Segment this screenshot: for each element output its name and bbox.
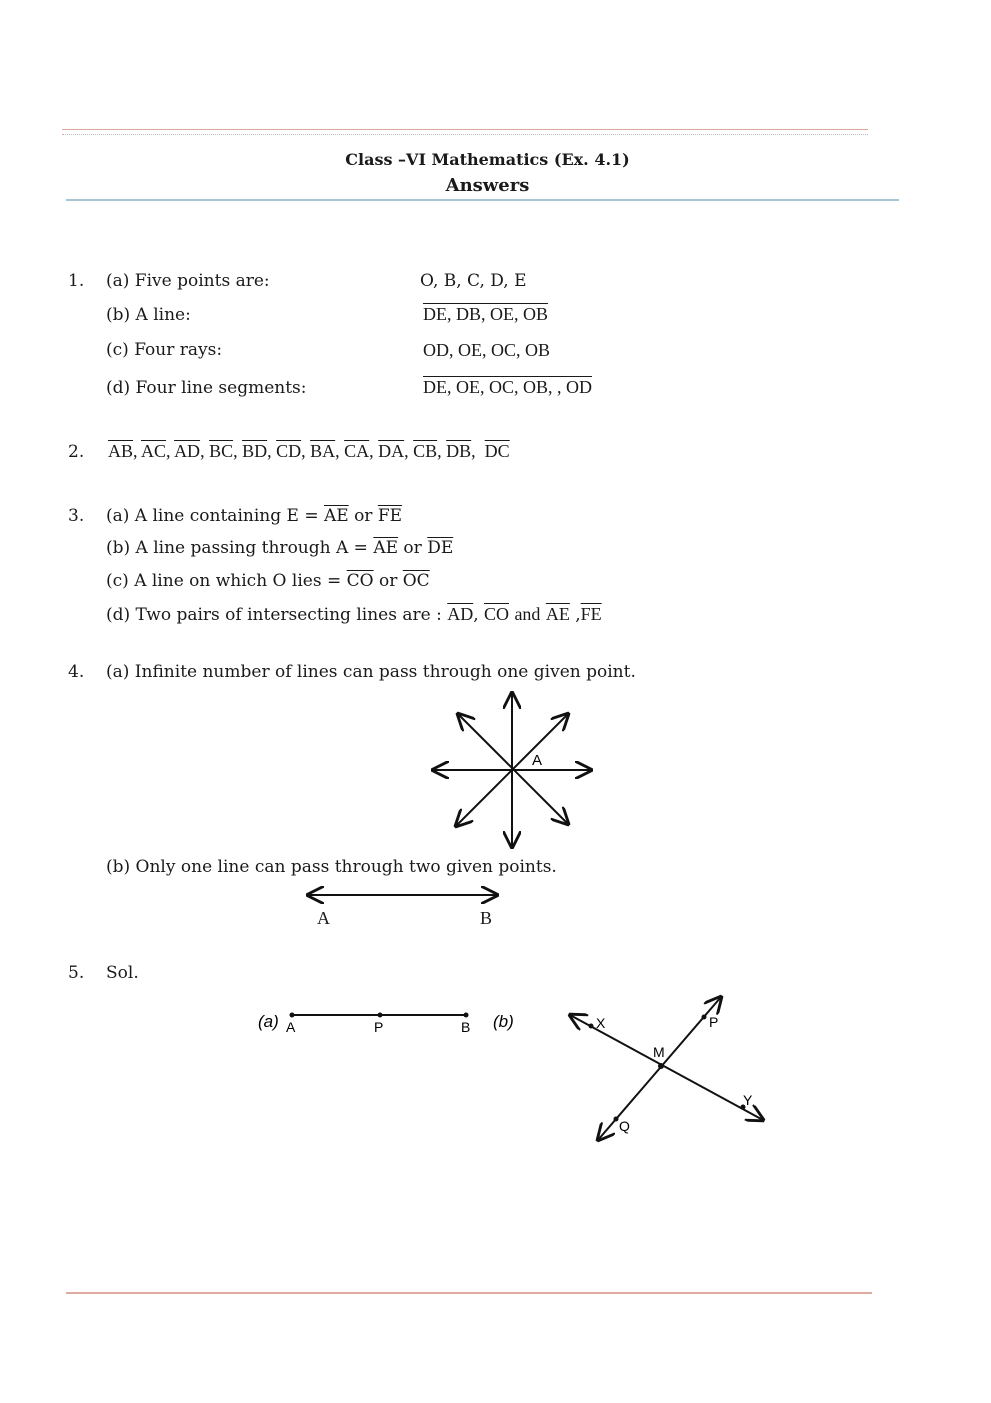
line-label: $\overline{AE}$: [545, 604, 570, 624]
figure-q5: [250, 990, 780, 1150]
segment-label: $\overline{BD}$: [242, 441, 268, 461]
q1-a-value: O, B, C, D, E: [420, 271, 527, 291]
or-word: or: [378, 571, 398, 591]
point-b-dot: [464, 1013, 469, 1018]
q1-c-label: (c) Four rays:: [106, 340, 223, 360]
q1-b-value: DE, DB, OE, OB: [423, 304, 548, 324]
q1-c-value: OD, OE, OC, OB: [423, 340, 551, 360]
line-label: $\overline{AD}$: [447, 604, 474, 624]
figure-lines-through-point: [425, 685, 605, 855]
q1-d-value: DE, OE, OC, OB, , OD: [423, 377, 592, 397]
q3-b-text: (b) A line passing through A =: [106, 538, 368, 558]
point-p-dot: [702, 1015, 707, 1020]
q3-b-line: [106, 538, 453, 558]
segment-label: $\overline{CA}$: [344, 441, 370, 461]
line-label: $\overline{CO}$: [346, 571, 374, 591]
q2-segment-list: $\overline{AB}$, $\overline{AC}$, $\overline{AD}$, $\overline{BC}$, $\overline{BD}$, $\overline{CD}$, $\overline{BA}$, $\overline{CA}$, $\overline{DA}$, $\overline{CB}$, $\overline{DB}$, $\overline{DC}$: [108, 441, 510, 461]
segment-label: $\overline{CD}$: [276, 441, 302, 461]
line-label: $\overline{CO}$: [484, 604, 510, 624]
q4-number: 4.: [68, 662, 85, 682]
or-word: or: [354, 506, 373, 526]
or-word: or: [403, 538, 422, 558]
q3-c-line: [106, 571, 430, 591]
line-label: $\overline{OC}$: [402, 571, 430, 591]
point-label: A: [317, 908, 330, 928]
q3-number: 3.: [68, 506, 85, 526]
segment-label: $\overline{DA}$: [378, 441, 405, 461]
point-label: B: [480, 908, 493, 928]
point-label: P: [709, 1014, 719, 1030]
q4-b-text: (b) Only one line can pass through two given points.: [106, 857, 557, 877]
q1-number: 1.: [68, 271, 85, 291]
q2-number: 2.: [68, 442, 85, 462]
page-subtitle: Answers: [445, 175, 530, 196]
segment-label: $\overline{BA}$: [310, 441, 336, 461]
segment-label: $\overline{AB}$: [108, 441, 134, 461]
q3-d-text: (d) Two pairs of intersecting lines are :: [106, 605, 442, 625]
figure-b-tag: (b): [493, 1012, 514, 1031]
point-label: B: [461, 1019, 471, 1035]
point-label: P: [374, 1019, 384, 1035]
q3-c-text: (c) A line on which O lies =: [106, 571, 342, 591]
line-label: $\overline{FE}$: [377, 506, 403, 526]
point-q-dot: [614, 1117, 619, 1122]
q3-a-text: (a) A line containing E =: [106, 506, 319, 526]
segment-label: $\overline{BC}$: [209, 441, 234, 461]
segment-label: $\overline{AC}$: [141, 441, 167, 461]
title-divider: [66, 199, 899, 201]
point-label: M: [653, 1044, 665, 1060]
point-label: Q: [619, 1118, 630, 1134]
point-p-dot: [378, 1013, 383, 1018]
figure-line-ab: [300, 885, 505, 905]
q3-a-line: [106, 506, 402, 526]
point-label: Y: [743, 1092, 753, 1108]
q1-a-label: (a) Five points are:: [106, 271, 270, 291]
q4-a-text: (a) Infinite number of lines can pass through one given point.: [106, 662, 636, 682]
top-divider: [62, 129, 868, 135]
line-label: $\overline{AE}$: [323, 506, 349, 526]
segment-label: $\overline{DB}$: [446, 441, 472, 461]
and-word: and: [514, 604, 541, 624]
point-label: A: [532, 752, 543, 769]
q1-b-label: (b) A line:: [106, 305, 191, 325]
q5-text: Sol.: [106, 963, 139, 983]
point-x-dot: [589, 1024, 594, 1029]
segment-label: $\overline{DC}$: [484, 441, 510, 461]
point-m-dot: [658, 1063, 664, 1069]
segment-label: $\overline{CB}$: [413, 441, 438, 461]
page-title: Class –VI Mathematics (Ex. 4.1): [345, 150, 630, 169]
q1-d-label: (d) Four line segments:: [106, 378, 307, 398]
segment-label: $\overline{AD}$: [174, 441, 201, 461]
q3-d-line: (d) Two pairs of intersecting lines are : $\overline{AD}$, $\overline{CO}$ and $\overline{AE}$ $,\overline{FE}$: [106, 604, 602, 625]
line-label: $\overline{FE}$: [580, 604, 602, 624]
figure-a-tag: (a): [258, 1012, 279, 1031]
line-label: $\overline{DE}$: [427, 538, 454, 558]
line-label: $\overline{AE}$: [373, 538, 398, 558]
point-label: X: [596, 1015, 606, 1031]
point-label: A: [286, 1019, 296, 1035]
bottom-divider: [66, 1292, 872, 1294]
q5-number: 5.: [68, 963, 85, 983]
point-a-dot: [290, 1013, 295, 1018]
